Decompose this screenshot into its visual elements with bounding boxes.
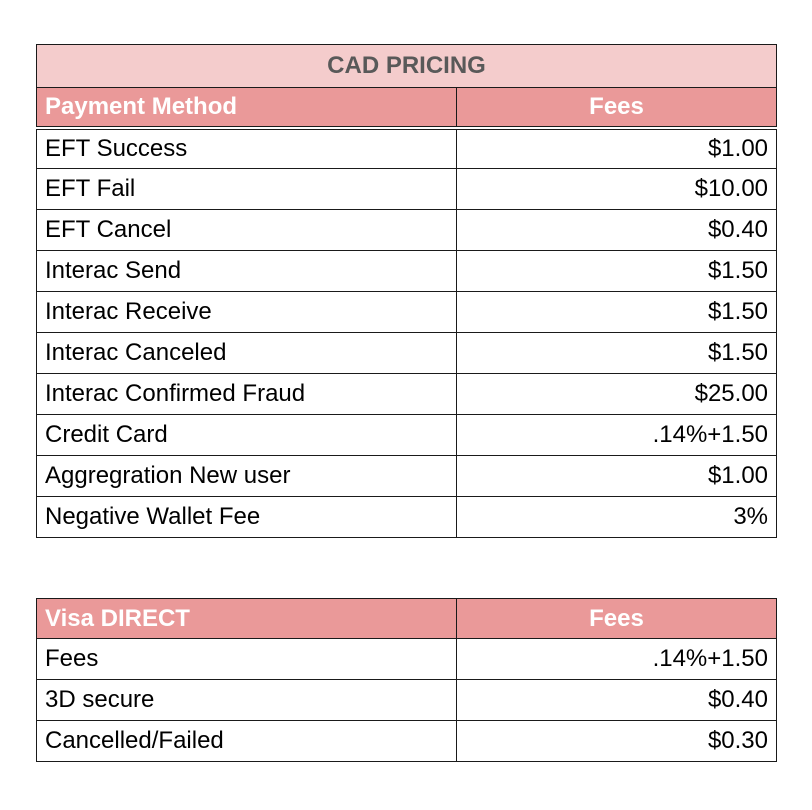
table-row — [37, 292, 777, 333]
table-row — [37, 639, 777, 680]
fee-cell: $10.00 — [457, 169, 777, 210]
fee-cell: $1.50 — [457, 292, 777, 333]
payment-method-cell: EFT Cancel — [37, 210, 457, 251]
fees-header: Fees — [457, 599, 777, 639]
fee-cell: $1.50 — [457, 251, 777, 292]
fee-cell: $0.40 — [457, 210, 777, 251]
cad-pricing-title: CAD PRICING — [37, 45, 777, 88]
table-row — [37, 415, 777, 456]
payment-method-cell: EFT Fail — [37, 169, 457, 210]
payment-method-cell: Interac Send — [37, 251, 457, 292]
fee-cell: 3% — [457, 497, 777, 538]
visa-direct-table — [36, 598, 777, 762]
table-row — [37, 374, 777, 415]
visa-item-cell: Cancelled/Failed — [37, 721, 457, 762]
table-row — [37, 128, 777, 169]
visa-item-cell: 3D secure — [37, 680, 457, 721]
visa-item-cell: Fees — [37, 639, 457, 680]
cad-table-body — [37, 45, 777, 538]
cad-pricing-table — [36, 44, 777, 538]
payment-method-cell: Interac Receive — [37, 292, 457, 333]
fee-cell: $0.30 — [457, 721, 777, 762]
table-row — [37, 210, 777, 251]
table-row — [37, 169, 777, 210]
payment-method-cell: Interac Confirmed Fraud — [37, 374, 457, 415]
payment-method-cell: Negative Wallet Fee — [37, 497, 457, 538]
payment-method-cell: Interac Canceled — [37, 333, 457, 374]
fee-cell: $0.40 — [457, 680, 777, 721]
fees-header: Fees — [457, 88, 777, 128]
table-row — [37, 497, 777, 538]
table-row — [37, 680, 777, 721]
table-row — [37, 333, 777, 374]
payment-method-cell: Credit Card — [37, 415, 457, 456]
visa-direct-header: Visa DIRECT — [37, 599, 457, 639]
table-row — [37, 721, 777, 762]
cad-header-row — [37, 88, 777, 128]
fee-cell: $1.50 — [457, 333, 777, 374]
fee-cell: $1.00 — [457, 128, 777, 169]
fee-cell: .14%+1.50 — [457, 639, 777, 680]
cad-title-row — [37, 45, 777, 88]
fee-cell: $25.00 — [457, 374, 777, 415]
payment-method-cell: EFT Success — [37, 128, 457, 169]
visa-table-body — [37, 599, 777, 762]
payment-method-header: Payment Method — [37, 88, 457, 128]
fee-cell: $1.00 — [457, 456, 777, 497]
table-row — [37, 456, 777, 497]
table-row — [37, 251, 777, 292]
payment-method-cell: Aggregration New user — [37, 456, 457, 497]
visa-header-row — [37, 599, 777, 639]
fee-cell: .14%+1.50 — [457, 415, 777, 456]
